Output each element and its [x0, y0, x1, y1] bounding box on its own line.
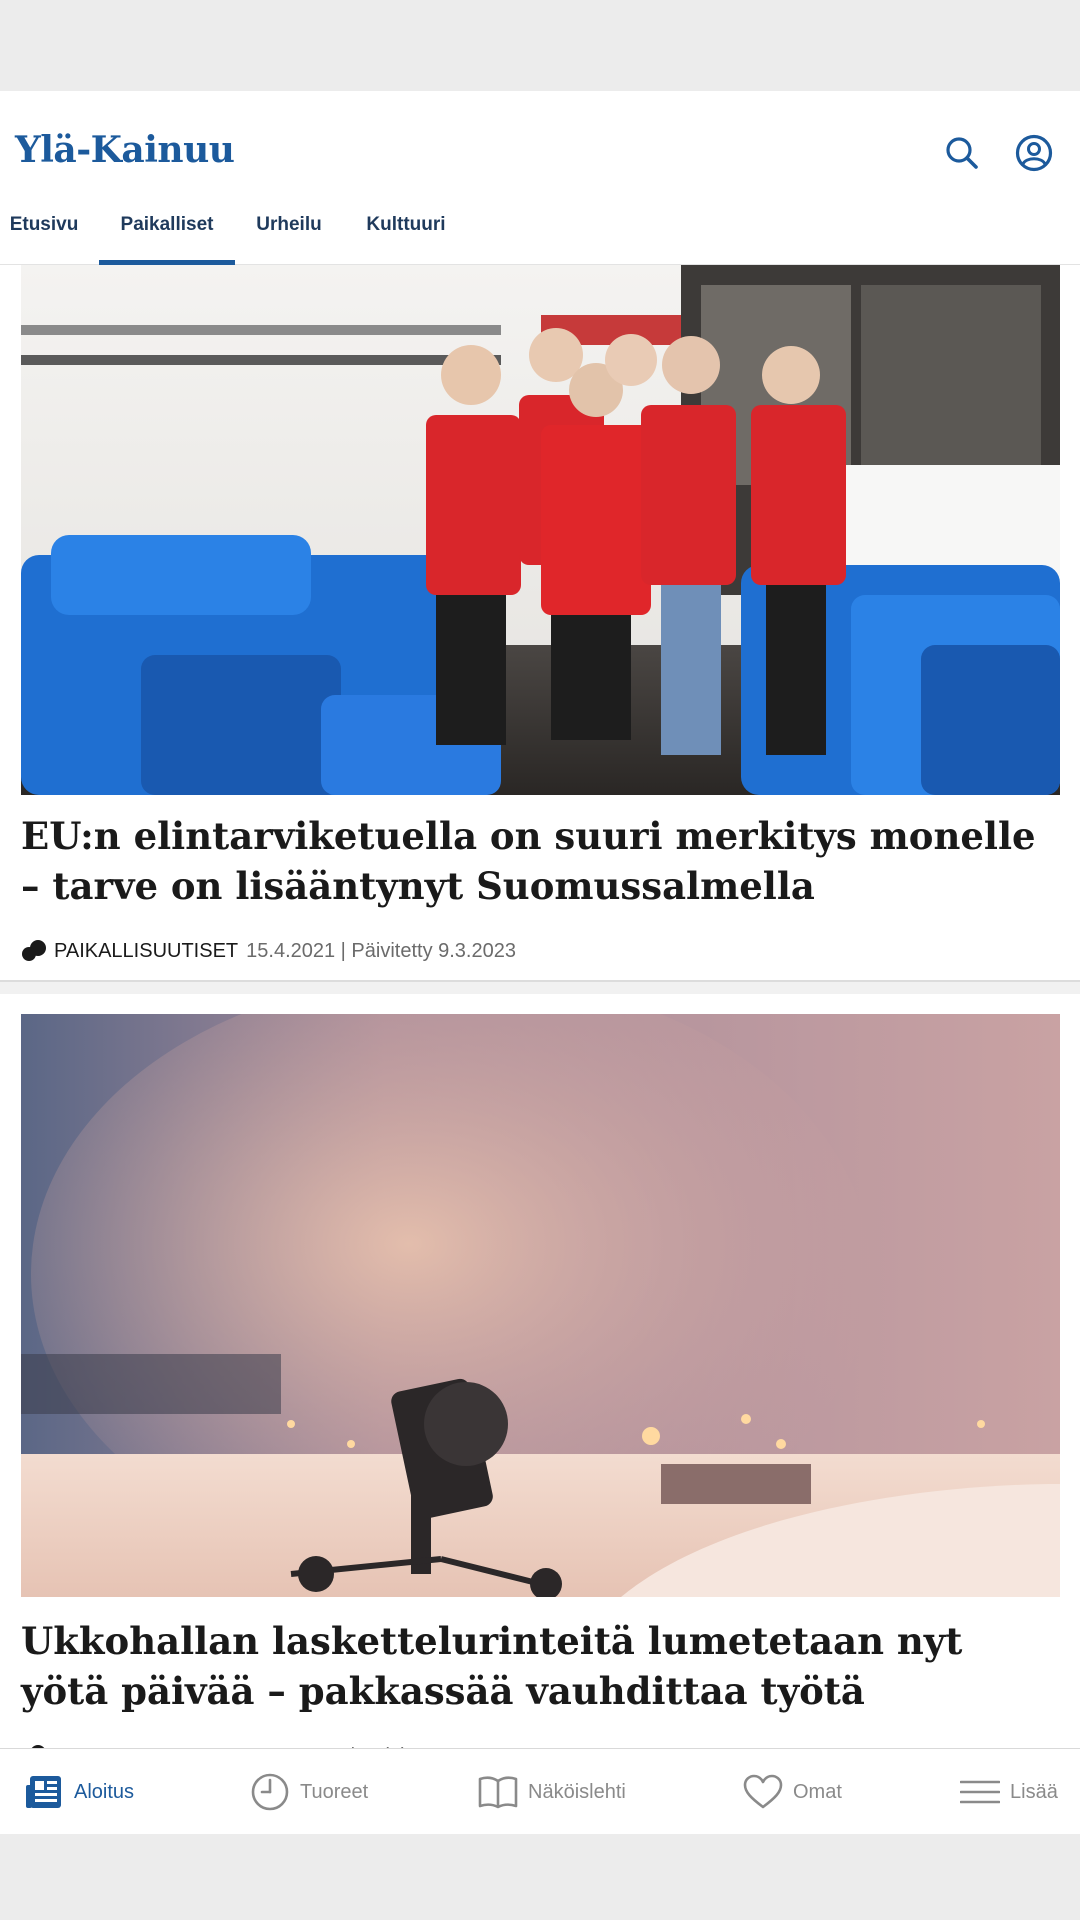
book-icon — [478, 1774, 518, 1810]
tab-paikalliset[interactable]: Paikalliset — [99, 203, 235, 265]
nav-label: Aloitus — [74, 1780, 135, 1803]
nav-tuoreet[interactable] — [250, 1749, 368, 1834]
nav-label: Tuoreet — [300, 1780, 369, 1803]
nav-aloitus[interactable] — [26, 1749, 134, 1834]
clock-icon — [250, 1772, 290, 1812]
heart-icon — [743, 1774, 783, 1810]
article-category[interactable]: PAIKALLISUUTISET — [54, 939, 239, 962]
account-icon[interactable] — [1014, 133, 1054, 173]
card-separator — [0, 980, 1080, 994]
article-card[interactable] — [0, 994, 1080, 1834]
article-image[interactable] — [21, 1014, 1060, 1597]
brand-logo[interactable]: Ylä-Kainuu — [15, 129, 235, 171]
section-tabs — [0, 203, 1080, 265]
tab-urheilu[interactable]: Urheilu — [256, 214, 322, 235]
nav-label: Lisää — [1010, 1780, 1058, 1803]
app-screen — [0, 91, 1080, 1834]
nav-label: Omat — [793, 1780, 842, 1803]
article-image[interactable] — [21, 265, 1060, 795]
app-header — [0, 91, 1080, 265]
nav-nakoislehti[interactable] — [478, 1749, 626, 1834]
speech-bubble-icon — [21, 940, 48, 962]
article-headline[interactable]: Ukkohallan laskettelurinteitä lumetetaan nyt yötä päivää – pakkassää vauhdittaa työtä — [21, 1619, 963, 1713]
article-headline[interactable]: EU:n elintarviketuella on suuri merkitys monelle – tarve on lisääntynyt Suomussalmella — [21, 814, 1036, 908]
nav-omat[interactable] — [743, 1749, 842, 1834]
tab-etusivu[interactable]: Etusivu — [9, 214, 79, 235]
search-icon[interactable] — [942, 133, 982, 173]
menu-icon — [960, 1779, 1000, 1805]
article-card[interactable] — [0, 265, 1080, 1071]
nav-lisaa[interactable] — [960, 1749, 1058, 1834]
article-date: 15.4.2021 | Päivitetty 9.3.2023 — [246, 939, 516, 962]
bottom-navigation — [0, 1748, 1080, 1834]
news-icon — [26, 1773, 64, 1811]
tab-kulttuuri[interactable]: Kulttuuri — [366, 214, 446, 235]
nav-label: Näköislehti — [528, 1780, 626, 1803]
article-meta — [21, 937, 516, 965]
